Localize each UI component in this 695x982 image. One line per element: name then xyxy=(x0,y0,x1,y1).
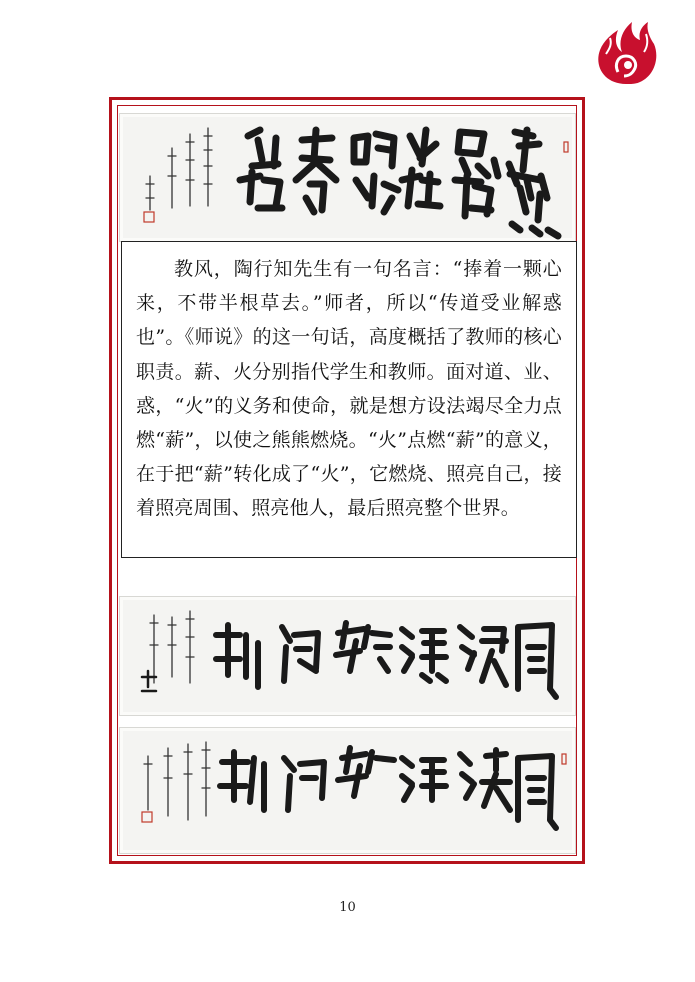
calligraphy-scroll-image xyxy=(119,113,576,242)
page-number: 10 xyxy=(339,900,356,915)
calligraphy-scroll-image xyxy=(119,596,576,716)
calligraphy-scroll-image xyxy=(119,727,576,854)
phoenix-logo-icon xyxy=(588,14,664,90)
article-paragraph: 教风，陶行知先生有一句名言：“捧着一颗心来，不带半根草去。”师者，所以“传道受业解惑也”。《师说》的这一句话，高度概括了教师的核心职责。薪、火分别指代学生和教师。面对道、业、惑，“火”的义务和使命，就是想方设法竭尽全力点燃“薪”，以使之熊熊燃烧。“火”点燃“薪”的意义，在于把“薪”转化成了“火”，它燃烧、照亮自己，接着照亮周围、照亮他人，最后照亮整个世界。 xyxy=(136,258,562,520)
article-text-box xyxy=(121,241,577,558)
